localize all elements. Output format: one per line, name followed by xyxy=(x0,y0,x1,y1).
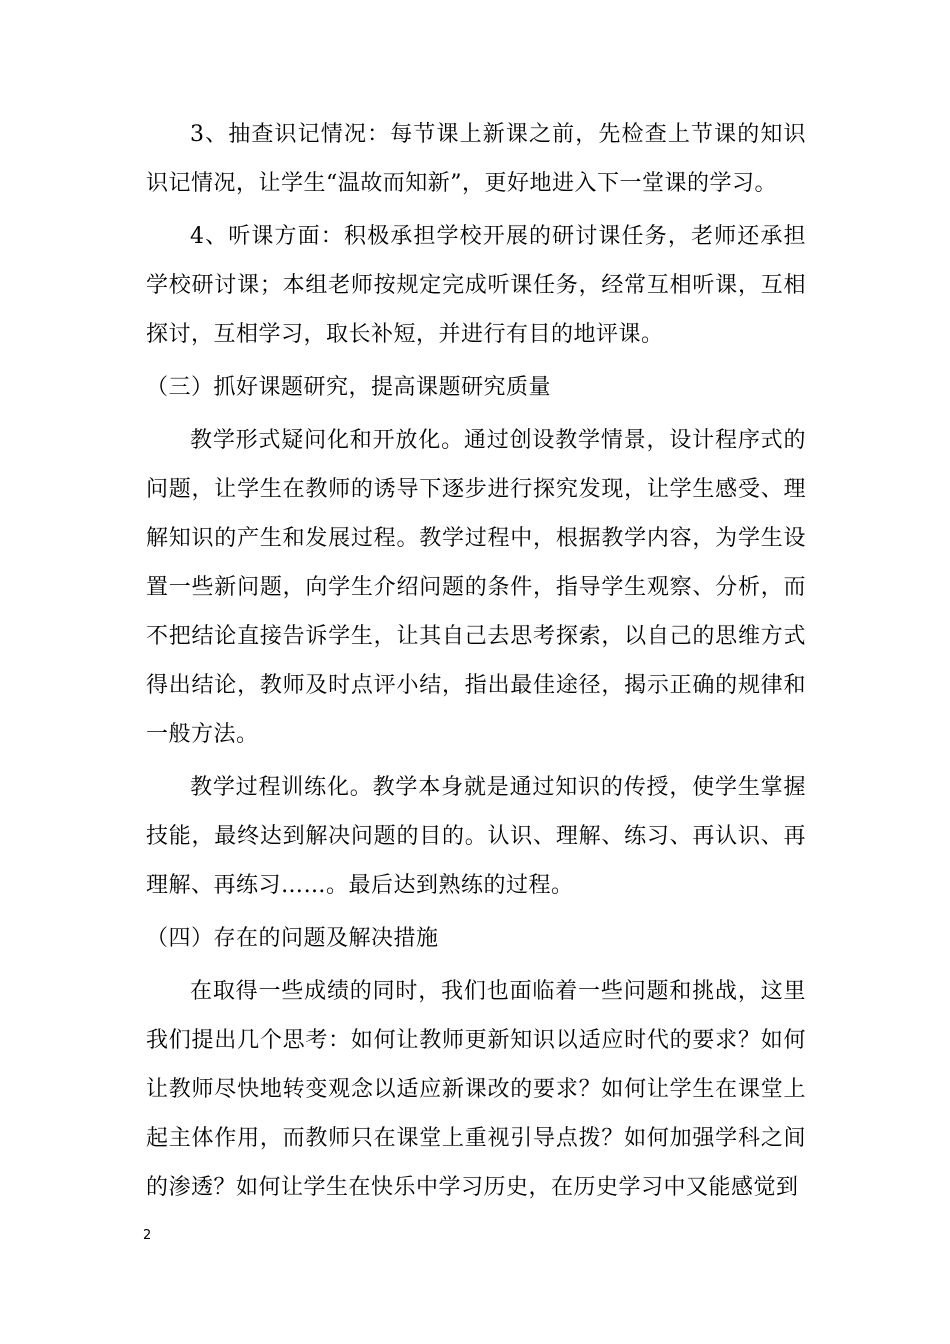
paragraph-teaching-form: 教学形式疑问化和开放化。通过创设教学情景，设计程序式的问题，让学生在教师的诱导下逐步进行探究发现，让学生感受、理解知识的产生和发展过程。教学过程中，根据教学内容，为学生设置一些新问题，向学生介绍问题的条件，指导学生观察、分析，而不把结论直接告诉学生，让其自己去思考探索，以自己的思维方式得出结论，教师及时点评小结，指出最佳途径，揭示正确的规律和一般方法。 xyxy=(146,428,806,747)
section-heading-research: （三）抓好课题研究，提高课题研究质量 xyxy=(146,375,552,400)
document-body xyxy=(146,110,806,1216)
paragraph-teaching-process: 教学过程训练化。教学本身就是通过知识的传授，使学生掌握技能，最终达到解决问题的目的。认识、理解、练习、再认识、再理解、再练习……。最后达到熟练的过程。 xyxy=(146,775,806,898)
page-number: 2 xyxy=(143,1228,152,1243)
paragraph-spot-check-memory: 3、抽查识记情况：每节课上新课之前，先检查上节课的知识识记情况，让学生“温故而知新”，更好地进入下一堂课的学习。 xyxy=(146,122,806,196)
section-heading-problems: （四）存在的问题及解决措施 xyxy=(146,926,439,951)
paragraph-challenges: 在取得一些成绩的同时，我们也面临着一些问题和挑战，这里我们提出几个思考：如何让教师更新知识以适应时代的要求？如何让教师尽快地转变观念以适应新课改的要求？如何让学生在课堂上起主体作用，而教师只在课堂上重视引导点拨？如何加强学科之间的渗透？如何让学生在快乐中学习历史，在历史学习中又能感觉到 xyxy=(146,979,806,1200)
paragraph-lesson-observation: 4、听课方面：积极承担学校开展的研讨课任务，老师还承担学校研讨课；本组老师按规定完成听课任务，经常互相听课，互相探讨，互相学习，取长补短，并进行有目的地评课。 xyxy=(146,224,806,347)
